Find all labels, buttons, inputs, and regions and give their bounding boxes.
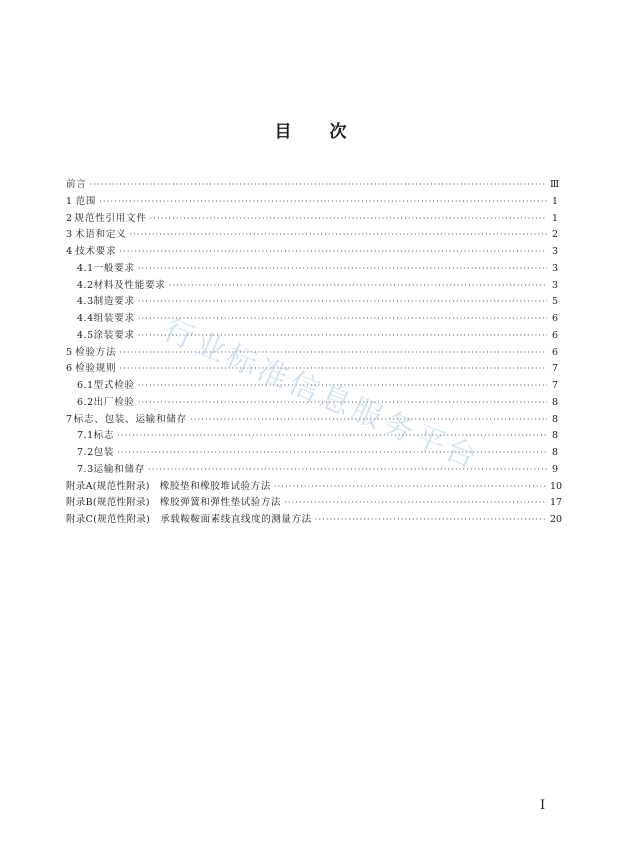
- toc-label: 材料及性能要求: [93, 279, 166, 291]
- toc-number: 7.2: [77, 447, 94, 458]
- toc-label: 检验方法: [75, 346, 117, 358]
- toc-label: 附录B(规范性附录): [66, 497, 150, 509]
- toc-number: 4.1: [77, 262, 94, 274]
- toc-number: 6.2: [77, 396, 94, 408]
- toc-number: 6: [66, 363, 73, 375]
- toc-page-number: 5: [551, 296, 558, 308]
- toc-label: 型式检验: [93, 380, 135, 391]
- toc-number: 7.1: [77, 430, 94, 442]
- toc-entry-2[interactable]: [66, 211, 558, 228]
- toc-entry-appendix-c[interactable]: [66, 512, 563, 529]
- toc-page-number: 3: [551, 262, 558, 274]
- dot-leader: [274, 479, 547, 496]
- dot-leader: [138, 311, 547, 328]
- toc-number: 7: [66, 413, 73, 425]
- toc-number: 4.4: [77, 313, 94, 324]
- toc-appendix-title: 橡胶垫和橡胶堆试验方法: [159, 480, 271, 492]
- toc-number: 5: [66, 346, 73, 358]
- toc-entry-6-2[interactable]: [66, 395, 558, 412]
- toc-label: 标志、包装、运输和储存: [73, 413, 187, 425]
- toc-appendix-title: 承载鞍鞍面素线直线度的测量方法: [160, 514, 312, 525]
- page-number: I: [540, 798, 546, 813]
- toc-page-number: 6: [551, 329, 558, 341]
- toc-entry-4-2[interactable]: [66, 278, 558, 295]
- dot-leader: [169, 278, 547, 295]
- watermark: 行业标准信息服务平台: [158, 312, 485, 478]
- toc-page-number: 3: [551, 246, 558, 257]
- toc-entry-7-3[interactable]: [66, 462, 558, 479]
- toc-page-number: 1: [551, 195, 558, 207]
- dot-leader: [119, 361, 547, 378]
- toc-entry-4-5[interactable]: [66, 328, 558, 345]
- dot-leader: [119, 244, 547, 261]
- toc-entry-appendix-a[interactable]: [66, 479, 563, 496]
- toc-entry-4-3[interactable]: [66, 294, 558, 311]
- toc-entry-7[interactable]: [66, 412, 558, 429]
- dot-leader: [117, 445, 547, 462]
- toc-label: 一般要求: [93, 262, 135, 274]
- toc-appendix-title: 橡胶弹簧和弹性垫试验方法: [159, 497, 282, 509]
- dot-leader: [138, 294, 547, 311]
- toc-page-number: 6: [551, 313, 558, 324]
- toc-page-number: 8: [551, 430, 558, 442]
- toc-page-number: Ⅲ: [550, 179, 560, 190]
- toc-entry-4[interactable]: [66, 244, 558, 261]
- toc-number: 4: [66, 246, 73, 257]
- dot-leader: [138, 395, 547, 412]
- page-title: [0, 117, 623, 142]
- toc-number: 6.1: [77, 380, 94, 391]
- toc-number: 4.3: [77, 296, 94, 308]
- toc-label: 术语和定义: [74, 229, 127, 241]
- toc-page-number: 8: [551, 447, 558, 458]
- toc-entry-7-2[interactable]: [66, 445, 558, 462]
- dot-leader: [90, 177, 547, 194]
- toc-label: 包装: [93, 447, 115, 458]
- title-char-1: 目: [274, 122, 294, 142]
- toc-entry-1[interactable]: [66, 194, 558, 211]
- title-char-2: 次: [329, 122, 349, 142]
- toc-entry-4-4[interactable]: [66, 311, 558, 328]
- dot-leader: [315, 512, 547, 529]
- toc-number: 2: [66, 212, 73, 224]
- dot-leader: [129, 227, 547, 244]
- toc-page-number: 2: [551, 229, 558, 241]
- toc-label: 检验规则: [75, 363, 117, 375]
- toc-label: 运输和储存: [93, 463, 146, 475]
- toc-label: 出厂检验: [93, 396, 135, 408]
- toc-entry-preface[interactable]: [66, 177, 558, 194]
- toc-number: 1: [66, 195, 73, 207]
- toc-page-number: 20: [550, 514, 563, 525]
- toc-page-number: 3: [551, 279, 558, 291]
- table-of-contents: [66, 177, 563, 529]
- toc-entry-3[interactable]: [66, 227, 558, 244]
- toc-page-number: 7: [551, 363, 558, 375]
- toc-label: 标志: [93, 430, 115, 442]
- dot-leader: [148, 462, 547, 479]
- dot-leader: [138, 328, 547, 345]
- toc-page-number: 8: [551, 396, 558, 408]
- toc-entry-6[interactable]: [66, 361, 558, 378]
- dot-leader: [190, 412, 547, 429]
- toc-page-number: 17: [550, 497, 563, 509]
- dot-leader: [119, 345, 547, 362]
- toc-label: 组装要求: [93, 313, 135, 324]
- toc-page-number: 1: [551, 212, 558, 224]
- dot-leader: [99, 194, 547, 211]
- dot-leader: [117, 428, 547, 445]
- toc-page-number: 8: [551, 413, 558, 425]
- toc-number: 7.3: [77, 463, 94, 475]
- toc-page-number: 6: [551, 346, 558, 358]
- dot-leader: [150, 211, 547, 228]
- dot-leader: [284, 495, 547, 512]
- toc-number: 4.2: [77, 279, 94, 291]
- toc-label: 制造要求: [93, 296, 135, 308]
- dot-leader: [138, 261, 547, 278]
- toc-page-number: 9: [551, 463, 558, 475]
- toc-entry-5[interactable]: [66, 345, 558, 362]
- toc-label: 规范性引用文件: [74, 212, 147, 224]
- toc-page-number: 7: [551, 380, 558, 391]
- toc-entry-7-1[interactable]: [66, 428, 558, 445]
- toc-number: 3: [66, 229, 73, 241]
- dot-leader: [138, 378, 547, 395]
- toc-entry-4-1[interactable]: [66, 261, 558, 278]
- toc-label: 前言: [66, 179, 87, 190]
- toc-page-number: 10: [550, 480, 563, 492]
- toc-label: 附录C(规范性附录): [66, 514, 151, 525]
- toc-label: 技术要求: [75, 246, 117, 257]
- toc-number: 4.5: [77, 329, 94, 341]
- toc-entry-appendix-b[interactable]: [66, 495, 563, 512]
- toc-label: 范围: [75, 195, 97, 207]
- toc-label: 附录A(规范性附录): [66, 480, 150, 492]
- toc-label: 涂装要求: [93, 329, 135, 341]
- toc-entry-6-1[interactable]: [66, 378, 558, 395]
